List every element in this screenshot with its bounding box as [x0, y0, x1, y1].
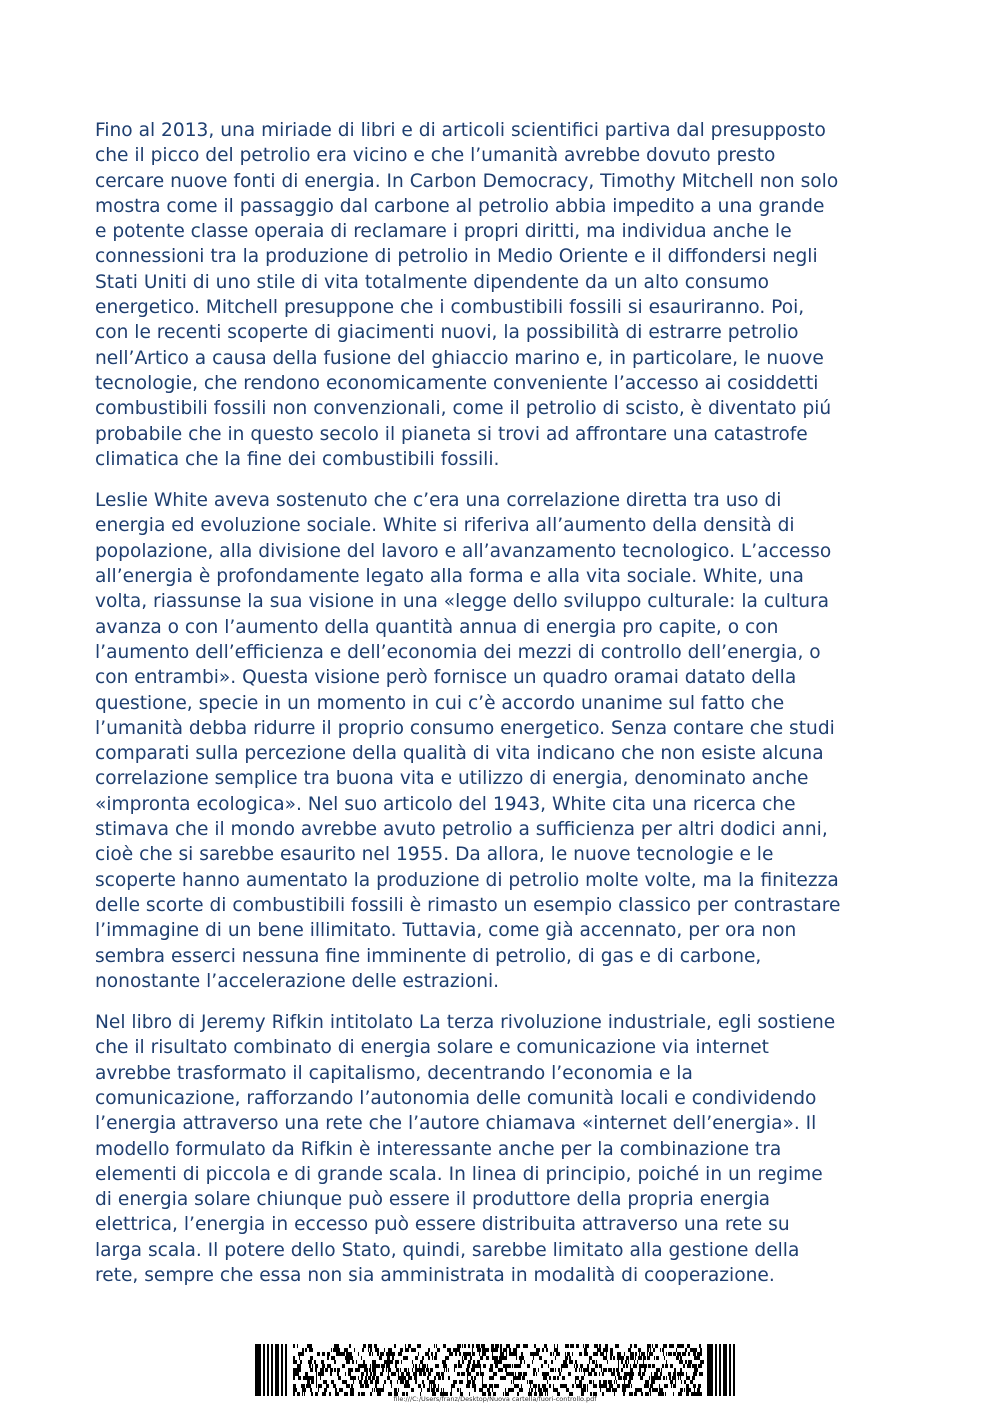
text-line: delle scorte di combustibili fossili è rimasto un esempio classico per contrastare — [95, 894, 841, 916]
paragraph-3 — [95, 1010, 905, 1288]
text-line: con entrambi». Questa visione però fornisce un quadro oramai datato della — [95, 667, 797, 689]
body-text — [95, 118, 905, 1304]
text-line: larga scala. Il potere dello Stato, quindi, sarebbe limitato alla gestione della — [95, 1239, 800, 1261]
text-line: stimava che il mondo avrebbe avuto petrolio a sufficienza per altri dodici anni, — [95, 819, 828, 841]
paragraph-1 — [95, 118, 905, 472]
pdf417-barcode — [255, 1344, 735, 1396]
text-line: avanza o con l’aumento della quantità annua di energia pro capite, o con — [95, 616, 779, 638]
text-line: nonostante l’accelerazione delle estrazioni. — [95, 970, 500, 992]
text-line: Leslie White aveva sostenuto che c’era una correlazione diretta tra uso di — [95, 490, 782, 512]
text-line: probabile che in questo secolo il pianeta si trovi ad affrontare una catastrofe — [95, 423, 808, 445]
text-line: elementi di piccola e di grande scala. In linea di principio, poiché in un regime — [95, 1163, 823, 1185]
text-line: l’energia attraverso una rete che l’autore chiamava «internet dell’energia». Il — [95, 1113, 817, 1135]
text-line: modello formulato da Rifkin è interessante anche per la combinazione tra — [95, 1138, 782, 1160]
text-line: volta, riassunse la sua visione in una «legge dello sviluppo culturale: la cultura — [95, 591, 830, 613]
text-line: popolazione, alla divisione del lavoro e all’avanzamento tecnologico. L’accesso — [95, 540, 832, 562]
text-line: l’aumento dell’efficienza e dell’economia dei mezzi di controllo dell’energia, o — [95, 641, 821, 663]
text-line: con le recenti scoperte di giacimenti nuovi, la possibilità di estrarre petrolio — [95, 322, 799, 344]
text-line: all’energia è profondamente legato alla forma e alla vita sociale. White, una — [95, 566, 804, 588]
text-line: elettrica, l’energia in eccesso può essere distribuita attraverso una rete su — [95, 1214, 790, 1236]
text-line: nell’Artico a causa della fusione del ghiaccio marino e, in particolare, le nuove — [95, 347, 824, 369]
paragraph-2 — [95, 488, 905, 994]
text-line: Stati Uniti di uno stile di vita totalmente dipendente da un alto consumo — [95, 271, 770, 293]
text-line: comparati sulla percezione della qualità di vita indicano che non esiste alcuna — [95, 743, 824, 765]
page-footer — [255, 1340, 735, 1414]
text-line: mostra come il passaggio dal carbone al petrolio abbia impedito a una grande — [95, 195, 825, 217]
text-line: avrebbe trasformato il capitalismo, decentrando l’economia e la — [95, 1062, 693, 1084]
text-line: Nel libro di Jeremy Rifkin intitolato La terza rivoluzione industriale, egli sostiene — [95, 1012, 836, 1034]
text-line: «impronta ecologica». Nel suo articolo del 1943, White cita una ricerca che — [95, 793, 796, 815]
text-line: energia ed evoluzione sociale. White si riferiva all’aumento della densità di — [95, 515, 795, 537]
text-line: sembra esserci nessuna fine imminente di petrolio, di gas e di carbone, — [95, 945, 762, 967]
text-line: connessioni tra la produzione di petrolio in Medio Oriente e il diffondersi negli — [95, 246, 818, 268]
text-line: rete, sempre che essa non sia amministrata in modalità di cooperazione. — [95, 1265, 775, 1287]
text-line: tecnologie, che rendono economicamente conveniente l’accesso ai cosiddetti — [95, 372, 819, 394]
text-line: scoperte hanno aumentato la produzione di petrolio molte volte, ma la finitezza — [95, 869, 839, 891]
text-line: questione, specie in un momento in cui c’è accordo unanime sul fatto che — [95, 692, 785, 714]
text-line: Fino al 2013, una miriade di libri e di articoli scientifici partiva dal presupposto — [95, 120, 826, 141]
text-line: che il risultato combinato di energia solare e comunicazione via internet — [95, 1037, 769, 1059]
text-line: correlazione semplice tra buona vita e utilizzo di energia, denominato anche — [95, 768, 809, 790]
footer-file-path: file:///C:/Users/franz/Desktop/Nuova cartella/fuori-controllo.pdf — [393, 1395, 597, 1403]
text-line: di energia solare chiunque può essere il produttore della propria energia — [95, 1189, 771, 1211]
text-line: combustibili fossili non convenzionali, come il petrolio di scisto, è diventato piú — [95, 398, 832, 420]
text-line: cercare nuove fonti di energia. In Carbon Democracy, Timothy Mitchell non solo — [95, 170, 839, 192]
text-line: cioè che si sarebbe esaurito nel 1955. Da allora, le nuove tecnologie e le — [95, 844, 774, 866]
text-line: climatica che la fine dei combustibili fossili. — [95, 448, 500, 470]
text-line: l’umanità debba ridurre il proprio consumo energetico. Senza contare che studi — [95, 717, 835, 739]
text-line: e potente classe operaia di reclamare i propri diritti, ma individua anche le — [95, 221, 792, 243]
text-line: energetico. Mitchell presuppone che i combustibili fossili si esauriranno. Poi, — [95, 297, 805, 319]
text-line: comunicazione, rafforzando l’autonomia delle comunità locali e condividendo — [95, 1087, 817, 1109]
text-line: l’immagine di un bene illimitato. Tuttavia, come già accennato, per ora non — [95, 920, 797, 942]
text-line: che il picco del petrolio era vicino e che l’umanità avrebbe dovuto presto — [95, 145, 776, 167]
